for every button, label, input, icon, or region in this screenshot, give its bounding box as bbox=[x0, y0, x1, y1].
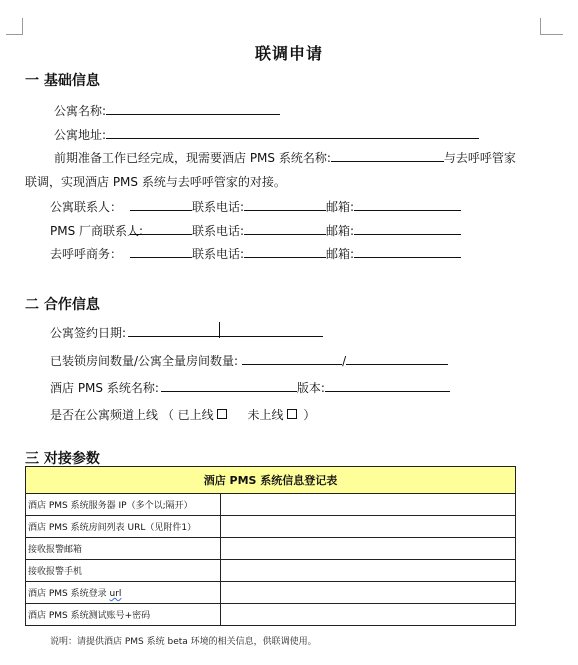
online-question: 是否在公寓频道上线 （ bbox=[50, 408, 174, 422]
email-label: 邮箱: bbox=[326, 247, 355, 261]
crop-mark-top-left bbox=[6, 18, 23, 35]
email-field[interactable] bbox=[354, 245, 461, 258]
sign-date-row bbox=[50, 324, 323, 341]
email-field[interactable] bbox=[354, 198, 461, 211]
row-label-login-url bbox=[26, 582, 221, 604]
row-value-cell[interactable] bbox=[221, 494, 516, 516]
section-heading-params: 三 对接参数 bbox=[25, 451, 100, 467]
pms-name-label: 酒店 PMS 系统名称: bbox=[50, 381, 159, 395]
crop-mark-top-right bbox=[540, 18, 563, 35]
row-label: 接收报警手机 bbox=[26, 560, 221, 582]
table-row bbox=[26, 604, 516, 626]
pms-name-version-row bbox=[50, 379, 450, 396]
row-label: 接收报警邮箱 bbox=[26, 538, 221, 560]
table-row bbox=[26, 582, 516, 604]
row-label: 酒店 PMS 系统登录 bbox=[28, 589, 110, 599]
section-heading-cooperation: 二 合作信息 bbox=[25, 297, 100, 313]
row-value-cell[interactable] bbox=[221, 582, 516, 604]
contact-row-apartment bbox=[50, 198, 461, 215]
phone-label: 联系电话: bbox=[192, 247, 245, 261]
row-value-cell[interactable] bbox=[221, 516, 516, 538]
table-header-row bbox=[26, 467, 516, 494]
contact-name-field[interactable] bbox=[130, 245, 192, 258]
section-heading-basic: 一 基础信息 bbox=[25, 73, 100, 89]
total-rooms-field[interactable] bbox=[346, 352, 448, 365]
online-no-checkbox[interactable] bbox=[287, 409, 297, 419]
apartment-address-label: 公寓地址: bbox=[54, 128, 107, 142]
contact-label: 公寓联系人： bbox=[50, 200, 123, 214]
pms-registration-table bbox=[25, 466, 516, 626]
online-yes-label: 已上线 bbox=[177, 408, 214, 422]
phone-field[interactable] bbox=[244, 222, 326, 235]
online-status-row bbox=[50, 406, 315, 423]
row-value-cell[interactable] bbox=[221, 538, 516, 560]
phone-label: 联系电话: bbox=[192, 200, 245, 214]
version-label: 版本: bbox=[296, 381, 325, 395]
row-value-cell[interactable] bbox=[221, 560, 516, 582]
table-header: 酒店 PMS 系统信息登记表 bbox=[26, 467, 516, 494]
sign-date-label: 公寓签约日期: bbox=[50, 326, 127, 340]
pms-name-field[interactable] bbox=[161, 379, 297, 392]
pms-intro-text: 前期准备工作已经完成，现需要酒店 PMS 系统名称: bbox=[54, 151, 331, 165]
phone-label: 联系电话: bbox=[192, 224, 245, 238]
document-title: 联调申请 bbox=[254, 44, 323, 63]
table-row bbox=[26, 538, 516, 560]
apartment-address-field[interactable] bbox=[106, 126, 479, 139]
room-count-row bbox=[50, 352, 448, 369]
room-count-slash: / bbox=[342, 354, 347, 368]
row-value-cell[interactable] bbox=[221, 604, 516, 626]
row-label: 酒店 PMS 系统服务器 IP（多个以;隔开） bbox=[26, 494, 221, 516]
pms-intro-line bbox=[54, 149, 516, 166]
email-label: 邮箱: bbox=[326, 200, 355, 214]
table-row bbox=[26, 560, 516, 582]
contact-row-quhuhu-business bbox=[50, 245, 461, 262]
pms-intro-tail: 与去呼呼管家 bbox=[443, 151, 516, 165]
contact-label: PMS 厂商联系人: bbox=[50, 224, 144, 238]
contact-row-pms-vendor bbox=[50, 222, 461, 239]
sign-date-field[interactable] bbox=[128, 324, 323, 337]
pms-intro-line-2: 联调，实现酒店 PMS 系统与去呼呼管家的对接。 bbox=[25, 175, 286, 189]
email-field[interactable] bbox=[354, 222, 461, 235]
locked-rooms-field[interactable] bbox=[242, 352, 342, 365]
row-label: 酒店 PMS 系统房间列表 URL（见附件1） bbox=[26, 516, 221, 538]
online-end: ） bbox=[303, 408, 316, 422]
email-label: 邮箱: bbox=[326, 224, 355, 238]
apartment-name-row[interactable] bbox=[54, 102, 280, 119]
table-row bbox=[26, 494, 516, 516]
apartment-name-label: 公寓名称: bbox=[54, 104, 107, 118]
online-yes-checkbox[interactable] bbox=[217, 409, 227, 419]
online-no-label: 未上线 bbox=[247, 408, 284, 422]
contact-label: 去呼呼商务： bbox=[50, 247, 123, 261]
contact-name-field[interactable] bbox=[130, 222, 192, 235]
contact-name-field[interactable] bbox=[130, 198, 192, 211]
pms-system-name-field[interactable] bbox=[331, 149, 444, 162]
text-cursor bbox=[219, 322, 220, 338]
apartment-address-row[interactable] bbox=[54, 126, 479, 143]
apartment-name-field[interactable] bbox=[106, 102, 280, 115]
table-row bbox=[26, 516, 516, 538]
phone-field[interactable] bbox=[244, 245, 326, 258]
room-count-label: 已装锁房间数量/公寓全量房间数量: bbox=[50, 354, 239, 368]
phone-field[interactable] bbox=[244, 198, 326, 211]
version-field[interactable] bbox=[325, 379, 450, 392]
spellcheck-word: url bbox=[109, 589, 122, 599]
footnote: 说明：请提供酒店 PMS 系统 beta 环境的相关信息，供联调使用。 bbox=[50, 637, 317, 647]
row-label: 酒店 PMS 系统测试账号+密码 bbox=[26, 604, 221, 626]
